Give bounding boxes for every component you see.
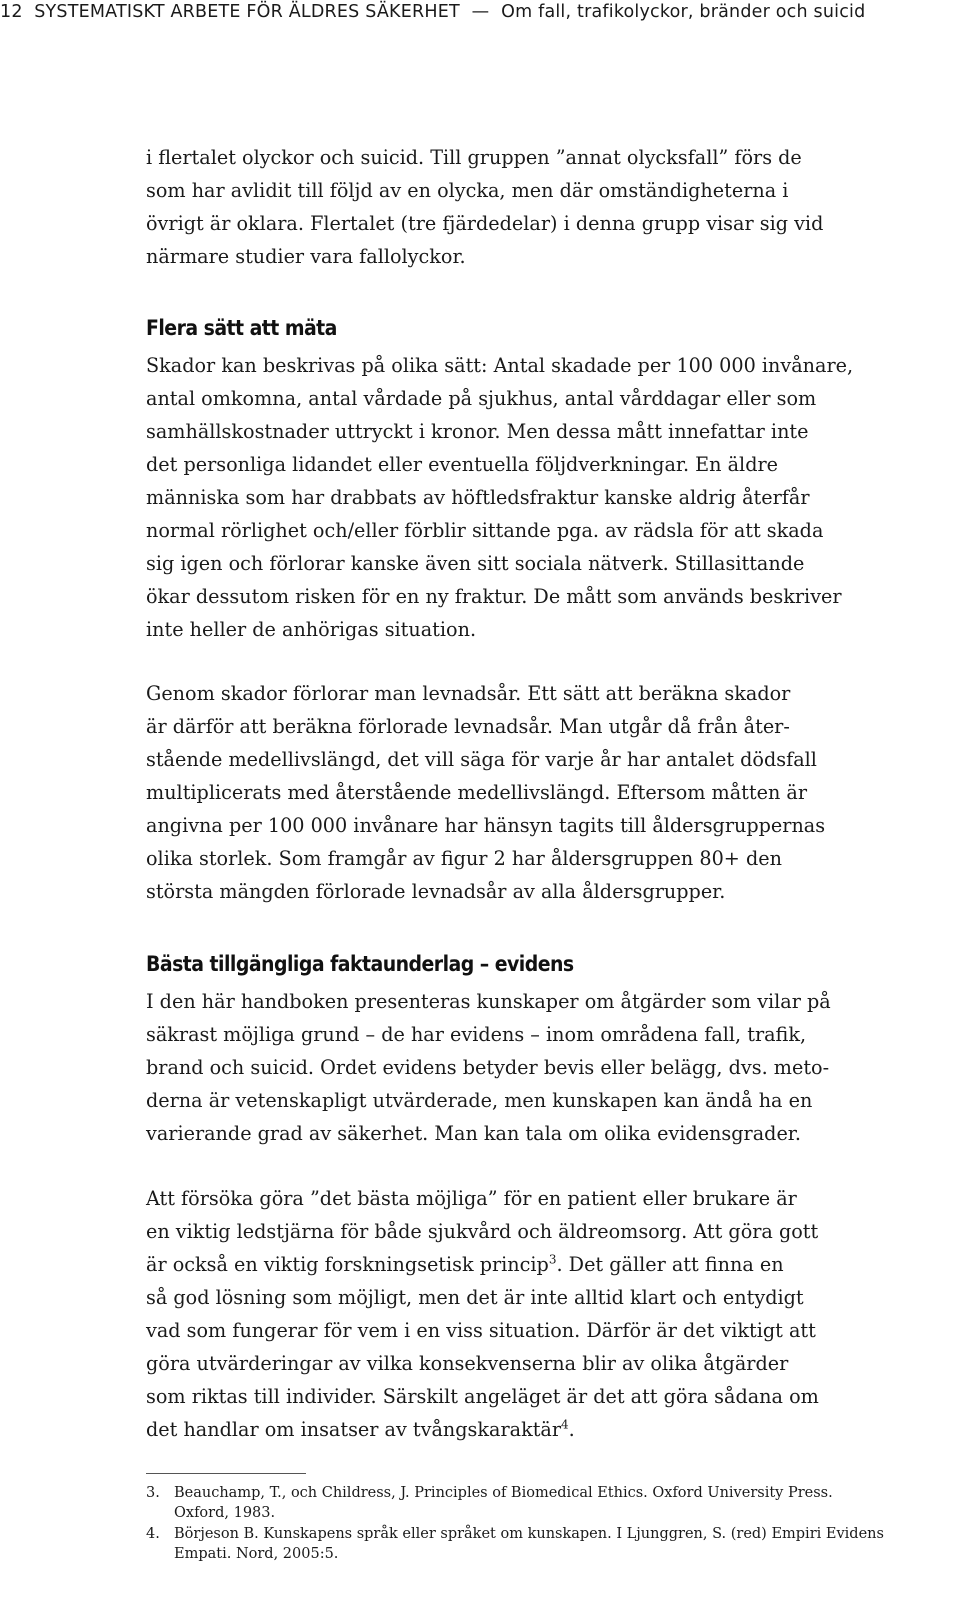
text-line: övrigt är oklara. Flertalet (tre fjärdedelar) i denna grupp visar sig vid <box>146 212 824 235</box>
text-line: en viktig ledstjärna för både sjukvård och äldreomsorg. Att göra gott <box>146 1220 819 1243</box>
text-line: säkrast möjliga grund – de har evidens – inom områdena fall, trafik, <box>146 1023 807 1046</box>
footnote-number: 4. <box>146 1526 160 1542</box>
text-line: största mängden förlorade levnadsår av alla åldersgrupper. <box>146 880 726 903</box>
text-segment: . <box>568 1418 575 1441</box>
text-line: som har avlidit till följd av en olycka, men där omständigheterna i <box>146 179 789 202</box>
footnote-reference[interactable]: 4 <box>561 1417 569 1432</box>
text-line: Att försöka göra ”det bästa möjliga” för en patient eller brukare är <box>146 1187 797 1210</box>
text-segment: . Det gäller att finna en <box>556 1253 784 1276</box>
text-line <box>146 1413 946 1446</box>
section2-paragraph1 <box>146 985 946 1150</box>
text-line: det personliga lidandet eller eventuella följdverkningar. En äldre <box>146 453 779 476</box>
text-line: närmare studier vara fallolyckor. <box>146 245 466 268</box>
text-line: varierande grad av säkerhet. Man kan tala om olika evidensgrader. <box>146 1122 801 1145</box>
text-line: samhällskostnader uttryckt i kronor. Men dessa mått innefattar inte <box>146 420 809 443</box>
text-line: multiplicerats med återstående medellivslängd. Eftersom måtten är <box>146 781 808 804</box>
text-line: normal rörlighet och/eller förblir sittande pga. av rädsla för att skada <box>146 519 824 542</box>
text-line: olika storlek. Som framgår av figur 2 har åldersgruppen 80+ den <box>146 847 782 870</box>
text-line: Genom skador förlorar man levnadsår. Ett sätt att beräkna skador <box>146 682 791 705</box>
text-line: Skador kan beskrivas på olika sätt: Antal skadade per 100 000 invånare, <box>146 354 854 377</box>
text-line: göra utvärderingar av vilka konsekvenserna blir av olika åtgärder <box>146 1352 789 1375</box>
footnote-text: Empati. Nord, 2005:5. <box>174 1545 339 1562</box>
text-line: I den här handboken presenteras kunskaper om åtgärder som vilar på <box>146 990 831 1013</box>
book-title: SYSTEMATISKT ARBETE FÖR ÄLDRES SÄKERHET <box>34 2 460 22</box>
text-line: i flertalet olyckor och suicid. Till gruppen ”annat olycksfall” förs de <box>146 146 802 169</box>
text-line: angivna per 100 000 invånare har hänsyn tagits till åldersgruppernas <box>146 814 826 837</box>
footnote-number: 3. <box>146 1485 160 1501</box>
text-line: inte heller de anhörigas situation. <box>146 618 477 641</box>
text-line: ökar dessutom risken för en ny fraktur. De mått som används beskriver <box>146 585 842 608</box>
running-header <box>0 2 865 22</box>
section-heading: Bästa tillgängliga faktaunderlag – evidens <box>146 952 574 976</box>
chapter-subtitle: Om fall, trafikolyckor, bränder och suicid <box>501 2 866 22</box>
footnote-text: Oxford, 1983. <box>174 1504 276 1521</box>
text-line: är därför att beräkna förlorade levnadsår. Man utgår då från åter- <box>146 715 790 738</box>
header-separator: — <box>471 2 490 22</box>
footnote-text: Börjeson B. Kunskapens språk eller språket om kunskapen. I Ljunggren, S. (red) Empiri Evidens <box>174 1526 884 1542</box>
text-line: vad som fungerar för vem i en viss situation. Därför är det viktigt att <box>146 1319 816 1342</box>
footnote-divider <box>146 1473 306 1474</box>
footnote-item <box>146 1484 946 1523</box>
section1-paragraph1 <box>146 349 946 646</box>
text-line: antal omkomna, antal vårdade på sjukhus, antal vårddagar eller som <box>146 387 817 410</box>
section-heading: Flera sätt att mäta <box>146 316 337 340</box>
section1-paragraph2 <box>146 677 946 908</box>
page-number: 12 <box>0 2 23 22</box>
text-segment: är också en viktig forskningsetisk princip <box>146 1253 549 1276</box>
text-line: derna är vetenskapligt utvärderade, men kunskapen kan ändå ha en <box>146 1089 813 1112</box>
section-heading-evidence <box>146 949 946 979</box>
text-line: stående medellivslängd, det vill säga för varje år har antalet dödsfall <box>146 748 817 771</box>
section-heading-measure <box>146 313 946 343</box>
text-line: som riktas till individer. Särskilt angeläget är det att göra sådana om <box>146 1385 819 1408</box>
text-line <box>146 1248 946 1281</box>
section2-paragraph2 <box>146 1182 946 1446</box>
footnote-reference[interactable]: 3 <box>548 1252 557 1267</box>
text-line: så god lösning som möjligt, men det är inte alltid klart och entydigt <box>146 1286 804 1309</box>
text-line: människa som har drabbats av höftledsfraktur kanske aldrig återfår <box>146 486 810 509</box>
text-line: sig igen och förlorar kanske även sitt sociala nätverk. Stillasittande <box>146 552 805 575</box>
intro-paragraph <box>146 141 946 273</box>
footnote-item <box>146 1525 946 1564</box>
text-line: brand och suicid. Ordet evidens betyder bevis eller belägg, dvs. meto- <box>146 1056 830 1079</box>
footnote-text: Beauchamp, T., och Childress, J. Principles of Biomedical Ethics. Oxford University Press. <box>174 1485 833 1501</box>
text-segment: det handlar om insatser av tvångskaraktär <box>146 1418 562 1441</box>
footnotes <box>146 1484 946 1566</box>
